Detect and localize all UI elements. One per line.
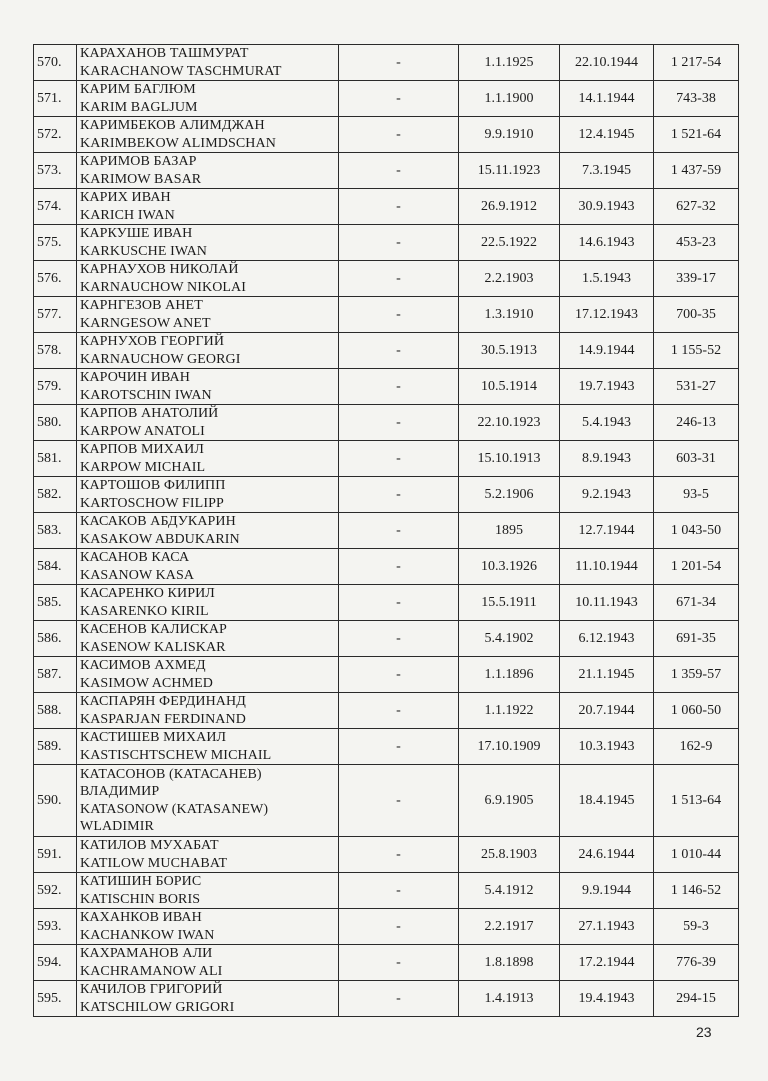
person-name: [77, 297, 339, 333]
name-line: КАРОЧИН ИВАН: [80, 370, 190, 385]
rank-placeholder: -: [339, 297, 459, 333]
person-name: [77, 873, 339, 909]
grave-reference: 162-9: [654, 729, 739, 765]
death-date: 19.7.1943: [560, 369, 654, 405]
name-line: КАРПОВ МИХАИЛ: [80, 442, 204, 457]
person-name: [77, 81, 339, 117]
name-line: КАРТОШОВ ФИЛИПП: [80, 478, 226, 493]
row-number: 578.: [34, 333, 77, 369]
name-line: KATISCHIN BORIS: [80, 891, 201, 907]
row-number: 592.: [34, 873, 77, 909]
name-line: KARKUSCHE IWAN: [80, 243, 208, 259]
name-line: KARACHANOW TASCHMURAT: [80, 63, 282, 79]
grave-reference: 453-23: [654, 225, 739, 261]
death-date: 9.2.1943: [560, 477, 654, 513]
name-line: KARNAUCHOW GEORGI: [80, 351, 241, 367]
name-line: КАРНУХОВ ГЕОРГИЙ: [80, 334, 225, 349]
person-name: [77, 765, 339, 837]
grave-reference: 1 146-52: [654, 873, 739, 909]
rank-placeholder: -: [339, 477, 459, 513]
rank-placeholder: -: [339, 621, 459, 657]
death-date: 19.4.1943: [560, 981, 654, 1017]
rank-placeholder: -: [339, 657, 459, 693]
birth-date: 25.8.1903: [459, 837, 560, 873]
page-number: 23: [696, 1024, 712, 1040]
name-line: КАТИЛОВ МУХАБАТ: [80, 838, 219, 853]
table-row: [34, 621, 739, 657]
name-line: KARNGESOW ANET: [80, 315, 211, 331]
name-line: KACHRAMANOW ALI: [80, 963, 223, 979]
name-line: КАХАНКОВ ИВАН: [80, 910, 202, 925]
death-date: 7.3.1945: [560, 153, 654, 189]
table-row: [34, 153, 739, 189]
name-line: KARPOW MICHAIL: [80, 459, 206, 475]
death-date: 5.4.1943: [560, 405, 654, 441]
table-row: [34, 477, 739, 513]
person-name: [77, 45, 339, 81]
name-line: КАСЕНОВ КАЛИСКАР: [80, 622, 227, 637]
rank-placeholder: -: [339, 765, 459, 837]
death-date: 30.9.1943: [560, 189, 654, 225]
rank-placeholder: -: [339, 333, 459, 369]
name-line: КАХРАМАНОВ АЛИ: [80, 946, 213, 961]
name-line: KASENOW KALISKAR: [80, 639, 226, 655]
rank-placeholder: -: [339, 981, 459, 1017]
table-row: [34, 369, 739, 405]
birth-date: 15.10.1913: [459, 441, 560, 477]
birth-date: 22.10.1923: [459, 405, 560, 441]
table-row: [34, 585, 739, 621]
death-date: 17.12.1943: [560, 297, 654, 333]
person-name: [77, 693, 339, 729]
person-name: [77, 549, 339, 585]
name-line: KASARENKO KIRIL: [80, 603, 209, 619]
name-line: KARIMBEKOW ALIMDSCHAN: [80, 135, 276, 151]
table-row: [34, 441, 739, 477]
row-number: 584.: [34, 549, 77, 585]
row-number: 577.: [34, 297, 77, 333]
name-line: КАРНАУХОВ НИКОЛАЙ: [80, 262, 239, 277]
table-row: [34, 549, 739, 585]
table-row: [34, 297, 739, 333]
rank-placeholder: -: [339, 405, 459, 441]
name-line: KASAKOW ABDUKARIN: [80, 531, 240, 547]
grave-reference: 1 217-54: [654, 45, 739, 81]
row-number: 575.: [34, 225, 77, 261]
rank-placeholder: -: [339, 873, 459, 909]
person-name: [77, 405, 339, 441]
name-line: КАРАХАНОВ ТАШМУРАТ: [80, 46, 249, 61]
rank-placeholder: -: [339, 261, 459, 297]
birth-date: 1.1.1922: [459, 693, 560, 729]
birth-date: 30.5.1913: [459, 333, 560, 369]
name-line: KATILOW MUCHABAT: [80, 855, 228, 871]
name-line: ВЛАДИМИР: [80, 784, 160, 799]
name-line: KARTOSCHOW FILIPP: [80, 495, 224, 511]
name-line: КАЧИЛОВ ГРИГОРИЙ: [80, 982, 223, 997]
grave-reference: 294-15: [654, 981, 739, 1017]
row-number: 581.: [34, 441, 77, 477]
person-name: [77, 261, 339, 297]
rank-placeholder: -: [339, 549, 459, 585]
table-row: [34, 81, 739, 117]
name-line: KAROTSCHIN IWAN: [80, 387, 212, 403]
row-number: 571.: [34, 81, 77, 117]
table-row: [34, 405, 739, 441]
person-name: [77, 477, 339, 513]
birth-date: 1.4.1913: [459, 981, 560, 1017]
table-row: [34, 189, 739, 225]
birth-date: 5.4.1912: [459, 873, 560, 909]
birth-date: 15.5.1911: [459, 585, 560, 621]
birth-date: 9.9.1910: [459, 117, 560, 153]
row-number: 593.: [34, 909, 77, 945]
table-row: [34, 117, 739, 153]
name-line: KACHANKOW IWAN: [80, 927, 215, 943]
grave-reference: 1 513-64: [654, 765, 739, 837]
rank-placeholder: -: [339, 441, 459, 477]
name-line: KATSCHILOW GRIGORI: [80, 999, 235, 1015]
name-line: КАРИМОВ БАЗАР: [80, 154, 197, 169]
name-line: КАРКУШЕ ИВАН: [80, 226, 193, 241]
person-name: [77, 909, 339, 945]
table-row: [34, 765, 739, 837]
birth-date: 17.10.1909: [459, 729, 560, 765]
name-line: KARIM BAGLJUM: [80, 99, 198, 115]
grave-reference: 1 201-54: [654, 549, 739, 585]
death-date: 14.6.1943: [560, 225, 654, 261]
person-name: [77, 225, 339, 261]
death-date: 20.7.1944: [560, 693, 654, 729]
grave-reference: 603-31: [654, 441, 739, 477]
rank-placeholder: -: [339, 369, 459, 405]
death-date: 18.4.1945: [560, 765, 654, 837]
person-name: [77, 189, 339, 225]
grave-reference: 743-38: [654, 81, 739, 117]
row-number: 590.: [34, 765, 77, 837]
rank-placeholder: -: [339, 189, 459, 225]
table-row: [34, 693, 739, 729]
name-line: КАСТИШЕВ МИХАИЛ: [80, 730, 227, 745]
table-row: [34, 261, 739, 297]
row-number: 582.: [34, 477, 77, 513]
birth-date: 1.1.1896: [459, 657, 560, 693]
person-name: [77, 513, 339, 549]
row-number: 591.: [34, 837, 77, 873]
table-row: [34, 837, 739, 873]
name-line: KASANOW KASA: [80, 567, 195, 583]
birth-date: 10.5.1914: [459, 369, 560, 405]
name-line: КАРИМ БАГЛЮМ: [80, 82, 196, 97]
birth-date: 22.5.1922: [459, 225, 560, 261]
row-number: 579.: [34, 369, 77, 405]
name-line: КАРПОВ АНАТОЛИЙ: [80, 406, 219, 421]
row-number: 574.: [34, 189, 77, 225]
death-date: 21.1.1945: [560, 657, 654, 693]
name-line: КАРИХ ИВАН: [80, 190, 171, 205]
rank-placeholder: -: [339, 729, 459, 765]
name-line: KARICH IWAN: [80, 207, 175, 223]
rank-placeholder: -: [339, 45, 459, 81]
birth-date: 15.11.1923: [459, 153, 560, 189]
name-line: КАРИМБЕКОВ АЛИМДЖАН: [80, 118, 265, 133]
table-row: [34, 873, 739, 909]
death-date: 1.5.1943: [560, 261, 654, 297]
birth-date: 1.1.1900: [459, 81, 560, 117]
death-date: 24.6.1944: [560, 837, 654, 873]
name-line: КАТАСОНОВ (КАТАСАНЕВ): [80, 766, 262, 782]
grave-reference: 59-3: [654, 909, 739, 945]
birth-date: 1.1.1925: [459, 45, 560, 81]
row-number: 586.: [34, 621, 77, 657]
grave-reference: 691-35: [654, 621, 739, 657]
person-name: [77, 729, 339, 765]
person-name: [77, 981, 339, 1017]
row-number: 572.: [34, 117, 77, 153]
name-line: KASPARJAN FERDINAND: [80, 711, 246, 727]
person-name: [77, 585, 339, 621]
table-row: [34, 981, 739, 1017]
birth-date: 10.3.1926: [459, 549, 560, 585]
name-line: KARPOW ANATOLI: [80, 423, 205, 439]
birth-date: 1.3.1910: [459, 297, 560, 333]
name-line: KASIMOW ACHMED: [80, 675, 213, 691]
row-number: 576.: [34, 261, 77, 297]
register-body: [34, 45, 739, 1017]
person-name: [77, 621, 339, 657]
person-name: [77, 441, 339, 477]
name-line: KATASONOW (KATASANEW): [80, 801, 269, 817]
death-date: 6.12.1943: [560, 621, 654, 657]
rank-placeholder: -: [339, 513, 459, 549]
table-row: [34, 513, 739, 549]
death-date: 14.9.1944: [560, 333, 654, 369]
grave-reference: 339-17: [654, 261, 739, 297]
death-date: 9.9.1944: [560, 873, 654, 909]
person-name: [77, 333, 339, 369]
birth-date: 5.2.1906: [459, 477, 560, 513]
birth-date: 2.2.1917: [459, 909, 560, 945]
person-name: [77, 153, 339, 189]
name-line: КАСАКОВ АБДУКАРИН: [80, 514, 236, 529]
birth-date: 1.8.1898: [459, 945, 560, 981]
grave-reference: 776-39: [654, 945, 739, 981]
rank-placeholder: -: [339, 693, 459, 729]
birth-date: 1895: [459, 513, 560, 549]
row-number: 585.: [34, 585, 77, 621]
death-date: 11.10.1944: [560, 549, 654, 585]
row-number: 595.: [34, 981, 77, 1017]
rank-placeholder: -: [339, 585, 459, 621]
name-line: KASTISCHTSCHEW MICHAIL: [80, 747, 272, 763]
grave-reference: 1 521-64: [654, 117, 739, 153]
grave-reference: 246-13: [654, 405, 739, 441]
grave-reference: 1 437-59: [654, 153, 739, 189]
row-number: 589.: [34, 729, 77, 765]
table-row: [34, 945, 739, 981]
person-name: [77, 837, 339, 873]
death-date: 8.9.1943: [560, 441, 654, 477]
grave-reference: 700-35: [654, 297, 739, 333]
grave-reference: 93-5: [654, 477, 739, 513]
grave-reference: 1 010-44: [654, 837, 739, 873]
table-row: [34, 45, 739, 81]
birth-date: 5.4.1902: [459, 621, 560, 657]
birth-date: 26.9.1912: [459, 189, 560, 225]
death-date: 12.4.1945: [560, 117, 654, 153]
name-line: КАРНГЕЗОВ АНЕТ: [80, 298, 203, 313]
row-number: 570.: [34, 45, 77, 81]
person-name: [77, 117, 339, 153]
birth-date: 6.9.1905: [459, 765, 560, 837]
name-line: КАСИМОВ АХМЕД: [80, 658, 206, 673]
grave-reference: 1 060-50: [654, 693, 739, 729]
grave-reference: 627-32: [654, 189, 739, 225]
grave-reference: 531-27: [654, 369, 739, 405]
rank-placeholder: -: [339, 153, 459, 189]
death-date: 17.2.1944: [560, 945, 654, 981]
grave-reference: 1 043-50: [654, 513, 739, 549]
death-date: 14.1.1944: [560, 81, 654, 117]
table-row: [34, 225, 739, 261]
row-number: 580.: [34, 405, 77, 441]
death-date: 10.3.1943: [560, 729, 654, 765]
grave-reference: 671-34: [654, 585, 739, 621]
name-line: WLADIMIR: [80, 819, 154, 834]
person-name: [77, 945, 339, 981]
table-row: [34, 909, 739, 945]
rank-placeholder: -: [339, 225, 459, 261]
death-date: 10.11.1943: [560, 585, 654, 621]
name-line: КАТИШИН БОРИС: [80, 874, 202, 889]
row-number: 588.: [34, 693, 77, 729]
name-line: KARIMOW BASAR: [80, 171, 202, 187]
rank-placeholder: -: [339, 909, 459, 945]
table-row: [34, 729, 739, 765]
death-date: 27.1.1943: [560, 909, 654, 945]
table-row: [34, 333, 739, 369]
death-date: 22.10.1944: [560, 45, 654, 81]
row-number: 594.: [34, 945, 77, 981]
burial-register-table: [33, 44, 739, 1017]
name-line: КАСАНОВ КАСА: [80, 550, 190, 565]
death-date: 12.7.1944: [560, 513, 654, 549]
name-line: КАСАРЕНКО КИРИЛ: [80, 586, 215, 601]
rank-placeholder: -: [339, 117, 459, 153]
rank-placeholder: -: [339, 837, 459, 873]
grave-reference: 1 155-52: [654, 333, 739, 369]
person-name: [77, 657, 339, 693]
name-line: КАСПАРЯН ФЕРДИНАНД: [80, 694, 246, 709]
rank-placeholder: -: [339, 945, 459, 981]
rank-placeholder: -: [339, 81, 459, 117]
person-name: [77, 369, 339, 405]
table-row: [34, 657, 739, 693]
row-number: 573.: [34, 153, 77, 189]
row-number: 587.: [34, 657, 77, 693]
grave-reference: 1 359-57: [654, 657, 739, 693]
row-number: 583.: [34, 513, 77, 549]
birth-date: 2.2.1903: [459, 261, 560, 297]
name-line: KARNAUCHOW NIKOLAI: [80, 279, 247, 295]
